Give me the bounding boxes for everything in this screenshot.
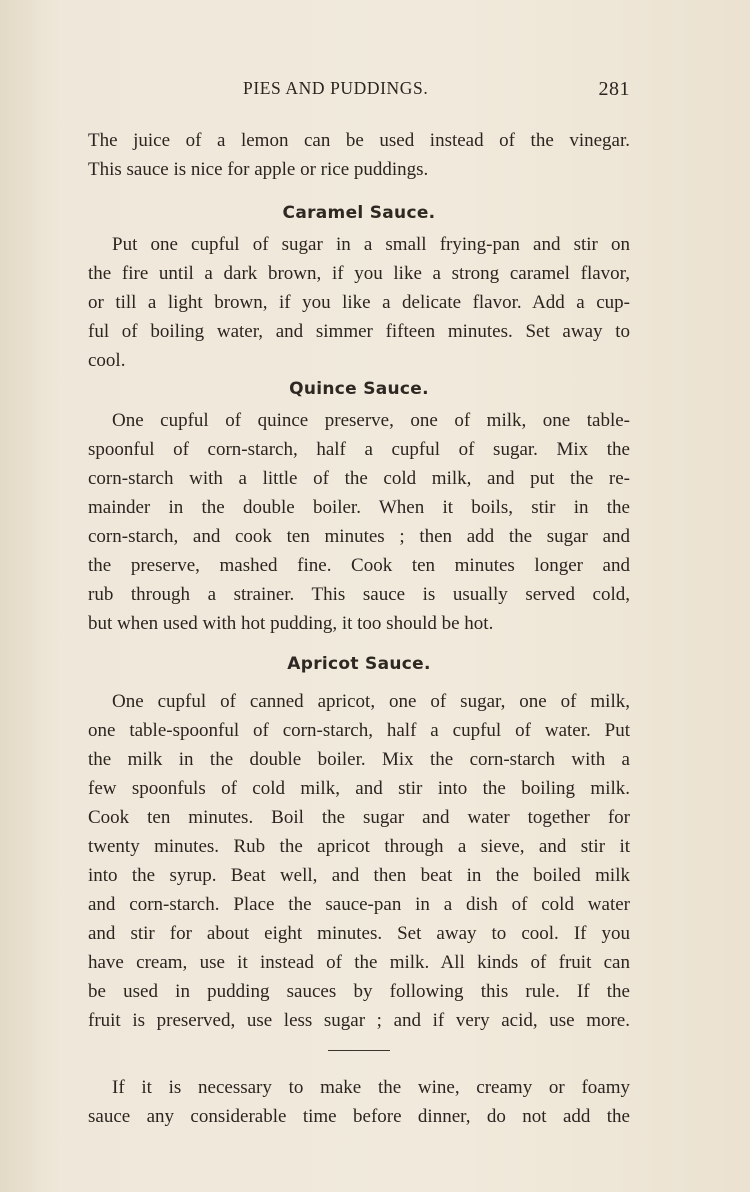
page-body (88, 126, 630, 1131)
text-line: few spoonfuls of cold milk, and stir into the boiling milk. (88, 778, 630, 799)
text-line: be used in pudding sauces by following this rule. If the (88, 981, 630, 1002)
text-line: cool. (88, 350, 126, 371)
text-line: corn-starch with a little of the cold milk, and put the re- (88, 468, 630, 489)
text-line: One cupful of canned apricot, one of sugar, one of milk, (112, 691, 630, 712)
caramel-sauce-paragraph (88, 230, 630, 375)
apricot-sauce-heading: Apricot Sauce. (287, 654, 431, 674)
text-line: twenty minutes. Rub the apricot through a sieve, and stir it (88, 836, 630, 857)
text-line: one table-spoonful of corn-starch, half a cupful of water. Put (88, 720, 630, 741)
text-line: have cream, use it instead of the milk. All kinds of fruit can (88, 952, 630, 973)
text-line: fruit is preserved, use less sugar ; and if very acid, use more. (88, 1010, 630, 1031)
text-line: or till a light brown, if you like a delicate flavor. Add a cup- (88, 292, 630, 313)
text-line: the fire until a dark brown, if you like a strong caramel flavor, (88, 263, 630, 284)
text-line: rub through a strainer. This sauce is usually served cold, (88, 584, 630, 605)
text-line: Cook ten minutes. Boil the sugar and water together for (88, 807, 630, 828)
running-head: PIES AND PUDDINGS. (243, 78, 429, 98)
page-number: 281 (598, 78, 630, 100)
text-line: If it is necessary to make the wine, creamy or foamy (112, 1077, 630, 1098)
intro-paragraph (88, 126, 630, 184)
text-line: into the syrup. Beat well, and then beat in the boiled milk (88, 865, 630, 886)
text-line: the milk in the double boiler. Mix the corn-starch with a (88, 749, 630, 770)
quince-sauce-paragraph (88, 406, 630, 638)
text-line: but when used with hot pudding, it too should be hot. (88, 613, 494, 634)
apricot-sauce-paragraph (88, 687, 630, 1035)
text-line: the preserve, mashed fine. Cook ten minutes longer and (88, 555, 630, 576)
caramel-sauce-heading: Caramel Sauce. (282, 203, 436, 223)
page-header (88, 78, 630, 106)
text-line: and stir for about eight minutes. Set away to cool. If you (88, 923, 630, 944)
section-divider (328, 1050, 390, 1051)
text-line: mainder in the double boiler. When it boils, stir in the (88, 497, 630, 518)
text-line: and corn-starch. Place the sauce-pan in a dish of cold water (88, 894, 630, 915)
text-line: corn-starch, and cook ten minutes ; then add the sugar and (88, 526, 630, 547)
text-line: This sauce is nice for apple or rice puddings. (88, 159, 429, 180)
text-line: ful of boiling water, and simmer fifteen minutes. Set away to (88, 321, 630, 342)
closing-paragraph (88, 1073, 630, 1131)
text-line: Put one cupful of sugar in a small frying-pan and stir on (112, 234, 630, 255)
text-line: spoonful of corn-starch, half a cupful of sugar. Mix the (88, 439, 630, 460)
text-line: The juice of a lemon can be used instead of the vinegar. (88, 130, 630, 151)
text-line: sauce any considerable time before dinner, do not add the (88, 1106, 630, 1127)
text-line: One cupful of quince preserve, one of milk, one table- (112, 410, 630, 431)
quince-sauce-heading: Quince Sauce. (289, 379, 429, 399)
